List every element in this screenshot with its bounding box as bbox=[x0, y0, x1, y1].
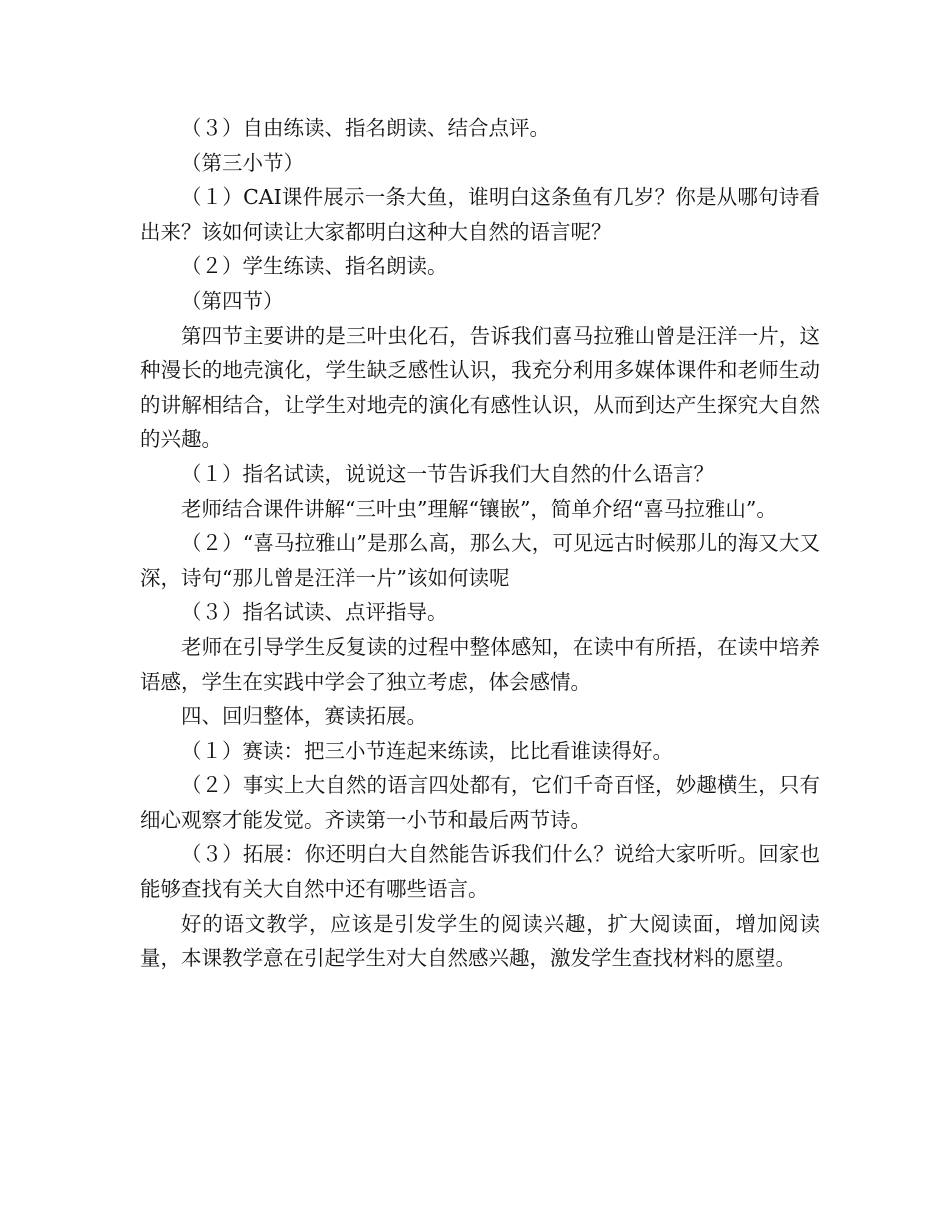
document-body bbox=[140, 111, 820, 976]
paragraph-part-4-heading: 四、回归整体，赛读拓展。 bbox=[181, 704, 427, 729]
paragraph-part-4-step-3: （３）拓展：你还明白大自然能告诉我们什么？说给大家听听。回家也能够查找有关大自然中还有哪些语言。 bbox=[140, 842, 820, 902]
paragraph-part-4-step-2: （２）事实上大自然的语言四处都有，它们千奇百怪，妙趣横生，只有细心观察才能发觉。齐读第一小节和最后两节诗。 bbox=[140, 773, 820, 832]
paragraph-section-4-step-1: （１）指名试读，说说这一节告诉我们大自然的什么语言？ bbox=[181, 461, 714, 486]
paragraph-section-4-step-2: （２）“喜马拉雅山”是那么高，那么大，可见远古时候那儿的海又大又深，诗句“那儿曾是汪洋一片”该如何读呢 bbox=[140, 531, 820, 590]
paragraph-section-3-heading: （第三小节） bbox=[181, 150, 304, 175]
paragraph-section-3-step-2: （２）学生练读、指名朗读。 bbox=[181, 254, 448, 279]
paragraph-teacher-guidance: 老师在引导学生反复读的过程中整体感知，在读中有所捂，在读中培养语感，学生在实践中学会了独立考虑，体会感情。 bbox=[140, 634, 820, 694]
paragraph-section-4-intro: 第四节主要讲的是三叶虫化石，告诉我们喜马拉雅山曾是汪洋一片，这种漫长的地壳演化，学生缺乏感性认识，我充分利用多媒体课件和老师生动的讲解相结合，让学生对地壳的演化有感性认识，从而到达产生探究大自然的兴趣。 bbox=[140, 323, 820, 452]
paragraph-conclusion: 好的语文教学，应该是引发学生的阅读兴趣，扩大阅读面，增加阅读量，本课教学意在引起学生对大自然感兴趣，激发学生查找材料的愿望。 bbox=[140, 911, 820, 971]
paragraph-section-3-step-1: （１）CAI课件展示一条大鱼，谁明白这条鱼有几岁？你是从哪句诗看出来？该如何读让大家都明白这种大自然的语言呢？ bbox=[140, 185, 820, 244]
paragraph-part-4-step-1: （１）赛读：把三小节连起来练读，比比看谁读得好。 bbox=[181, 738, 673, 763]
paragraph-section-4-step-3: （３）指名试读、点评指导。 bbox=[181, 600, 448, 625]
paragraph-teacher-explanation: 老师结合课件讲解“三叶虫”理解“镶嵌”，简单介绍“喜马拉雅山”。 bbox=[181, 496, 777, 521]
paragraph-section-4-heading: （第四节） bbox=[181, 288, 284, 313]
paragraph-step-3-free-reading: （３）自由练读、指名朗读、结合点评。 bbox=[181, 116, 550, 140]
